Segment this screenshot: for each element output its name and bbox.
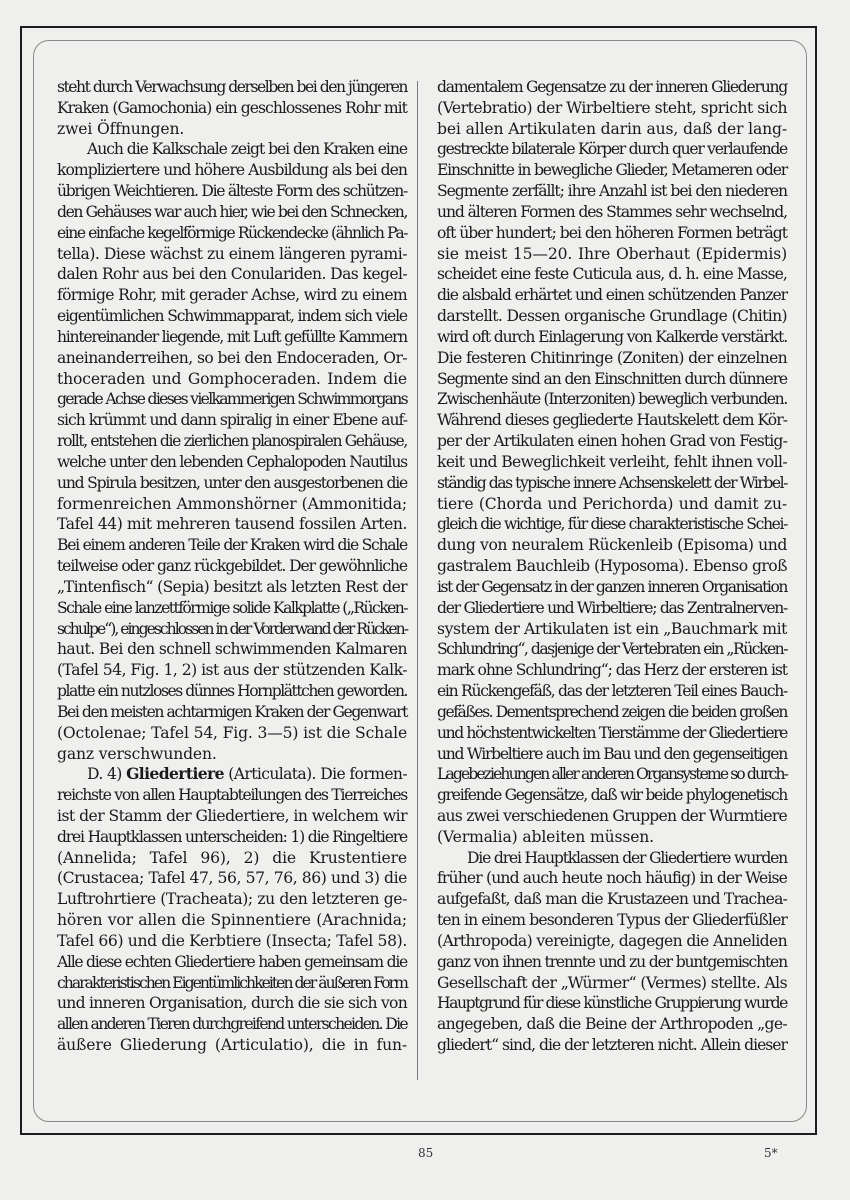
text-line: charakteristischen Eigentümlichkeiten der äußeren Form (57, 973, 407, 992)
text-line: übrigen Weichtieren. Die älteste Form des schützen- (57, 182, 407, 201)
text-line: mark ohne Schlundring“; das Herz der ersteren ist (437, 661, 787, 680)
text-line: sich krümmt und dann spiralig in einer Ebene auf- (57, 411, 407, 430)
text-line: zwei Öffnungen. (57, 119, 185, 138)
text-line: aneinanderreihen, so bei den Endoceraden, Or- (57, 348, 407, 367)
text-line: ist der Gegensatz in der ganzen inneren Organisation (437, 577, 787, 596)
text-line: welche unter den lebenden Cephalopoden Nautilus (57, 452, 407, 471)
text-line: der Gliedertiere und Wirbeltiere; das Zentralnerven- (437, 598, 787, 617)
text-line: Zwischenhäute (Interzoniten) beweglich verbunden. (437, 390, 787, 409)
text-line: Bei den meisten achtarmigen Kraken der Gegenwart (57, 702, 407, 721)
text-line: früher (und auch heute noch häufig) in der Weise (437, 869, 787, 888)
text-line: (Crustacea; Tafel 47, 56, 57, 76, 86) und 3) die (57, 869, 407, 888)
text-line: allen anderen Tieren durchgreifend unterscheiden. Die (57, 1015, 407, 1034)
text-line: keit und Beweglichkeit verleiht, fehlt ihnen voll- (437, 452, 787, 471)
page-number: 85 (418, 1146, 434, 1160)
text-line: Auch die Kalkschale zeigt bei den Kraken eine (87, 140, 407, 159)
text-line: damentalem Gegensatze zu der inneren Gliederung (437, 78, 787, 96)
text-line: und älteren Formen des Stammes sehr wechselnd, (437, 202, 787, 221)
text-line: Einschnitte in bewegliche Glieder, Metameren oder (437, 161, 787, 180)
text-line: Segmente sind an den Einschnitten durch dünnere (437, 369, 787, 388)
text-line: und Spirula besitzen, unter den ausgestorbenen die (57, 473, 407, 492)
text-line: Kraken (Gamochonia) ein geschlossenes Rohr mit (57, 98, 407, 117)
left-text-column (57, 77, 407, 1056)
text-line: (Tafel 54, Fig. 1, 2) ist aus der stützenden Kalk- (57, 661, 407, 680)
text-line: gleich die wichtige, für diese charakteristische Schei- (437, 515, 788, 534)
text-line: dung von neuralem Rückenleib (Episoma) und (437, 536, 787, 555)
text-line: eine einfache kegelförmige Rückendecke (ähnlich Pa- (57, 223, 407, 242)
text-line: „Tintenfisch“ (Sepia) besitzt als letzten Rest der (57, 577, 407, 596)
text-segment: (Articulata). Die formen- (223, 765, 407, 784)
text-line: ein Rückengefäß, das der letzteren Teil eines Bauch- (437, 682, 787, 701)
text-line: oft über hundert; bei den höheren Formen beträgt (437, 223, 787, 242)
right-text-column (437, 77, 787, 1056)
text-line: (Octolenae; Tafel 54, Fig. 3—5) ist die Schale (57, 723, 407, 742)
section-heading: Gliedertiere (126, 764, 224, 784)
text-line: darstellt. Dessen organische Grundlage (Chitin) (437, 307, 787, 326)
text-line: ten in einem besonderen Typus der Gliederfüßler (437, 911, 787, 930)
text-line: (Vertebratio) der Wirbeltiere steht, spricht sich (437, 98, 787, 117)
signature-mark: 5* (764, 1146, 778, 1160)
text-line: hören vor allen die Spinnentiere (Arachnida; (57, 911, 407, 930)
text-line: eigentümlichen Schwimmapparat, indem sich viele (57, 307, 407, 326)
text-line: Die festeren Chitinringe (Zoniten) der einzelnen (437, 348, 787, 367)
text-line: (Vermalia) ableiten müssen. (437, 827, 654, 846)
column-divider (417, 81, 418, 1080)
text-line: schulpe“), eingeschlossen in der Vorderwand der Rücken- (57, 619, 407, 638)
text-line: tiere (Chorda und Perichorda) und damit zu- (437, 494, 787, 513)
text-line: Die drei Hauptklassen der Gliedertiere wurden (467, 848, 787, 867)
text-line: dalen Rohr aus bei den Conulariden. Das kegel- (57, 265, 407, 284)
text-line: (Annelida; Tafel 96), 2) die Krustentiere (57, 848, 407, 867)
text-line: scheidet eine feste Cuticula aus, d. h. eine Masse, (437, 265, 787, 284)
text-line: bei allen Artikulaten darin aus, daß der lang- (437, 119, 787, 138)
text-line: Schlundring“, dasjenige der Vertebraten ein „Rücken- (437, 640, 787, 659)
text-line: angegeben, daß die Beine der Arthropoden „ge- (437, 1015, 787, 1034)
text-line: ganz verschwunden. (57, 744, 217, 763)
text-line: gliedert“ sind, die der letzteren nicht. Allein dieser (437, 1036, 787, 1055)
text-line: Tafel 66) und die Kerbtiere (Insecta; Tafel 58). (57, 931, 407, 950)
text-line: tella). Diese wächst zu einem längeren pyrami- (57, 244, 407, 263)
text-line: Luftrohrtiere (Tracheata); zu den letzteren ge- (57, 890, 407, 909)
text-line: Gesellschaft der „Würmer“ (Vermes) stellte. Als (437, 973, 787, 992)
text-line: gastralem Bauchleib (Hyposoma). Ebenso groß (437, 557, 787, 576)
text-line: und inneren Organisation, durch die sie sich von (57, 994, 407, 1013)
text-line: rollt, entstehen die zierlichen planospiralen Gehäuse, (57, 432, 407, 451)
text-line: kompliziertere und höhere Ausbildung als bei den (57, 161, 407, 180)
text-line: (Arthropoda) vereinigte, dagegen die Anneliden (437, 931, 787, 950)
text-line: per der Artikulaten einen hohen Grad von Festig- (437, 432, 787, 451)
text-line: Segmente zerfällt; ihre Anzahl ist bei den niederen (437, 182, 787, 201)
text-line: und höchstentwickelten Tierstämme der Gliedertiere (437, 723, 787, 742)
text-line: die alsbald erhärtet und einen schützenden Panzer (437, 286, 787, 305)
text-line: haut. Bei den schnell schwimmenden Kalmaren (57, 640, 407, 659)
text-line: gestreckte bilaterale Körper durch quer verlaufende (437, 140, 787, 159)
text-line: Tafel 44) mit mehreren tausend fossilen Arten. (57, 515, 407, 534)
text-line: sie meist 15—20. Ihre Oberhaut (Epidermis) (437, 244, 787, 263)
text-line: Hauptgrund für diese künstliche Gruppierung wurde (437, 994, 787, 1013)
text-line: greifende Gegensätze, daß wir beide phylogenetisch (437, 786, 787, 805)
text-line: ist der Stamm der Gliedertiere, in welchem wir (57, 806, 407, 825)
text-line: steht durch Verwachsung derselben bei den jüngeren (57, 78, 407, 96)
text-line: system der Artikulaten ist ein „Bauchmark mit (437, 619, 787, 638)
text-line: Alle diese echten Gliedertiere haben gemeinsam die (57, 952, 407, 971)
text-line: teilweise oder ganz rückgebildet. Der gewöhnliche (57, 557, 407, 576)
text-line: und Wirbeltiere auch im Bau und den gegenseitigen (437, 744, 787, 763)
text-line: aufgefaßt, daß man die Krustazeen und Trachea- (437, 890, 787, 909)
text-line: hintereinander liegende, mit Luft gefüllte Kammern (57, 327, 407, 346)
text-line: den Gehäuses war auch hier, wie bei den Schnecken, (57, 202, 407, 221)
text-line: ganz von ihnen trennte und zu der buntgemischten (437, 952, 787, 971)
text-line: ständig das typische innere Achsenskelett der Wirbel- (437, 473, 787, 492)
text-line: Während dieses gegliederte Hautskelett dem Kör- (437, 411, 787, 430)
text-line: gerade Achse dieses vielkammerigen Schwimmorgans (57, 390, 407, 409)
text-line: Schale eine lanzettförmige solide Kalkplatte („Rücken- (57, 598, 407, 617)
text-line: platte ein nutzloses dünnes Hornplättchen geworden. (57, 682, 407, 701)
text-line: gefäßes. Dementsprechend zeigen die beiden großen (437, 702, 787, 721)
text-line: formenreichen Ammonshörner (Ammonitida; (57, 494, 407, 513)
text-line: äußere Gliederung (Articulatio), die in fun- (57, 1036, 407, 1055)
text-line: reichste von allen Hauptabteilungen des Tierreiches (57, 786, 407, 805)
text-line (57, 764, 407, 785)
text-line: wird oft durch Einlagerung von Kalkerde verstärkt. (437, 327, 787, 346)
text-segment: D. 4) (87, 765, 127, 784)
text-line: Bei einem anderen Teile der Kraken wird die Schale (57, 536, 407, 555)
text-line: aus zwei verschiedenen Gruppen der Wurmtiere (437, 806, 788, 825)
text-line: förmige Rohr, mit gerader Achse, wird zu einem (57, 286, 407, 305)
text-line: drei Hauptklassen unterscheiden: 1) die Ringeltiere (57, 827, 407, 846)
text-line: Lagebeziehungen aller anderen Organsysteme so durch- (437, 765, 787, 784)
text-line: thoceraden und Gomphoceraden. Indem die (57, 369, 407, 388)
